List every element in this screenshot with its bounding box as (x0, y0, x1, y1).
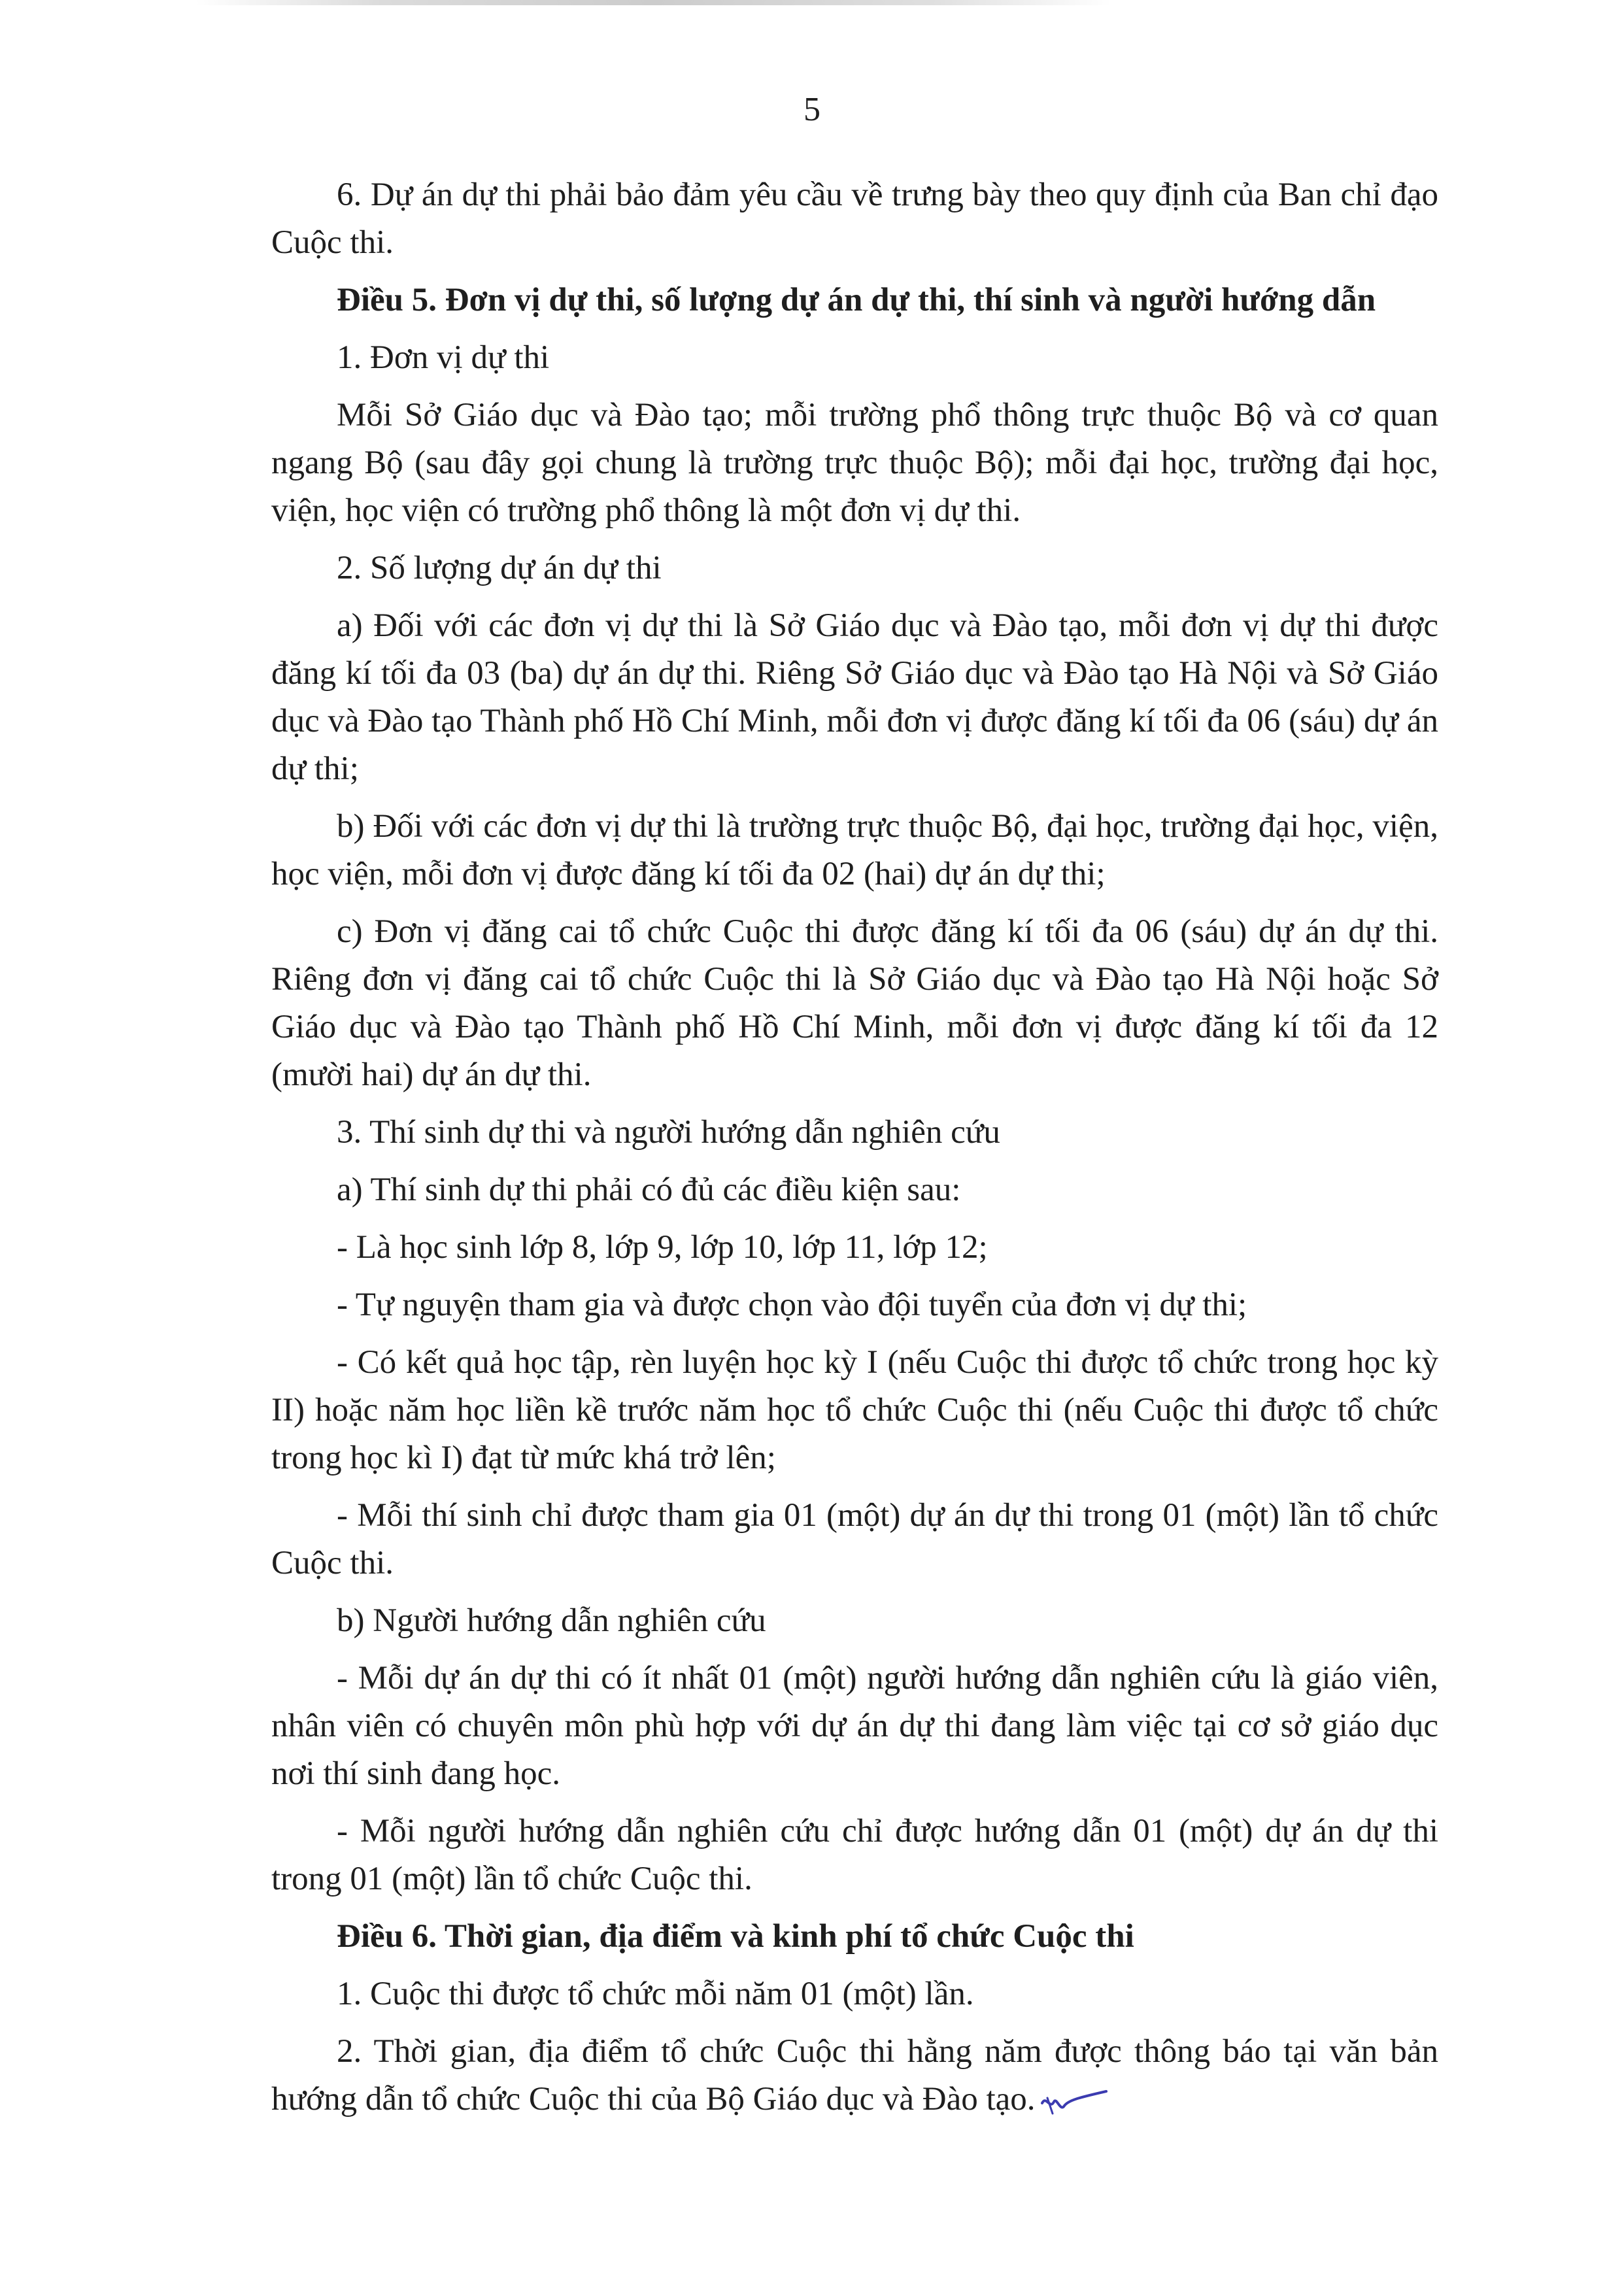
list-item-grade: - Là học sinh lớp 8, lớp 9, lớp 10, lớp 11, lớp 12; (337, 1229, 988, 1266)
paragraph-clause-6: 6. Dự án dự thi phải bảo đảm yêu cầu về trưng bày theo quy định của Ban chỉ đạo Cuộc thi. (271, 177, 1438, 261)
paragraph-2c: c) Đơn vị đăng cai tổ chức Cuộc thi được đăng kí tối đa 06 (sáu) dự án dự thi. Riêng đơn vị đăng cai tổ chức Cuộc thi là Sở Giáo dục và Đào tạo Hà Nội hoặc Sở Giáo dục và Đào tạo Thành phố Hồ Chí Minh, mỗi đơn vị được đăng kí tối đa 12 (mười hai) dự án dự thi. (271, 913, 1438, 1093)
paragraph-participating-units: Mỗi Sở Giáo dục và Đào tạo; mỗi trường phổ thông trực thuộc Bộ và cơ quan ngang Bộ (sau đây gọi chung là trường trực thuộc Bộ); mỗi đại học, trường đại học, viện, học viện có trường phổ thông là một đơn vị dự thi. (271, 397, 1438, 529)
paragraph-6-2-text: 2. Thời gian, địa điểm tổ chức Cuộc thi hằng năm được thông báo tại văn bản hướng dẫn tổ chức Cuộc thi của Bộ Giáo dục và Đào tạo. (271, 2033, 1438, 2117)
scan-edge-artifact (196, 0, 1111, 5)
list-item-supervisor-limit: - Mỗi người hướng dẫn nghiên cứu chỉ được hướng dẫn 01 (một) dự án dự thi trong 01 (một) lần tổ chức Cuộc thi. (271, 1813, 1438, 1897)
list-item-one-project: - Mỗi thí sinh chỉ được tham gia 01 (một) dự án dự thi trong 01 (một) lần tổ chức Cuộc thi. (271, 1497, 1438, 1581)
list-item-voluntary: - Tự nguyện tham gia và được chọn vào đội tuyển của đơn vị dự thi; (337, 1287, 1247, 1323)
paragraph-2a: a) Đối với các đơn vị dự thi là Sở Giáo dục và Đào tạo, mỗi đơn vị dự thi được đăng kí tối đa 03 (ba) dự án dự thi. Riêng Sở Giáo dục và Đào tạo Hà Nội và Sở Giáo dục và Đào tạo Thành phố Hồ Chí Minh, mỗi đơn vị được đăng kí tối đa 06 (sáu) dự án dự thi; (271, 607, 1438, 787)
paragraph-6-1: 1. Cuộc thi được tổ chức mỗi năm 01 (một) lần. (337, 1976, 974, 2012)
section-3-title: 3. Thí sinh dự thi và người hướng dẫn nghiên cứu (337, 1114, 1000, 1151)
paragraph-3b: b) Người hướng dẫn nghiên cứu (337, 1602, 766, 1639)
list-item-supervisor-minimum: - Mỗi dự án dự thi có ít nhất 01 (một) người hướng dẫn nghiên cứu là giáo viên, nhân viên có chuyên môn phù hợp với dự án dự thi đang làm việc tại cơ sở giáo dục nơi thí sinh đang học. (271, 1660, 1438, 1792)
initial-mark-icon (1038, 2083, 1110, 2120)
paragraph-6-2 (271, 2028, 1438, 2123)
section-2-title: 2. Số lượng dự án dự thi (337, 550, 662, 586)
document-body (271, 171, 1438, 2133)
paragraph-2b: b) Đối với các đơn vị dự thi là trường trực thuộc Bộ, đại học, trường đại học, viện, học viện, mỗi đơn vị được đăng kí tối đa 02 (hai) dự án dự thi; (271, 808, 1438, 892)
section-1-title: 1. Đơn vị dự thi (337, 339, 550, 376)
article-6-heading: Điều 6. Thời gian, địa điểm và kinh phí tổ chức Cuộc thi (337, 1918, 1134, 1955)
paragraph-3a: a) Thí sinh dự thi phải có đủ các điều kiện sau: (337, 1172, 961, 1208)
article-5-heading: Điều 5. Đơn vị dự thi, số lượng dự án dự thi, thí sinh và người hướng dẫn (337, 282, 1376, 318)
page-number: 5 (804, 91, 820, 128)
list-item-academic-results: - Có kết quả học tập, rèn luyện học kỳ I (nếu Cuộc thi được tổ chức trong học kỳ II) hoặc năm học liền kề trước năm học tổ chức Cuộc thi (nếu Cuộc thi được tổ chức trong học kì I) đạt từ mức khá trở lên; (271, 1344, 1438, 1476)
